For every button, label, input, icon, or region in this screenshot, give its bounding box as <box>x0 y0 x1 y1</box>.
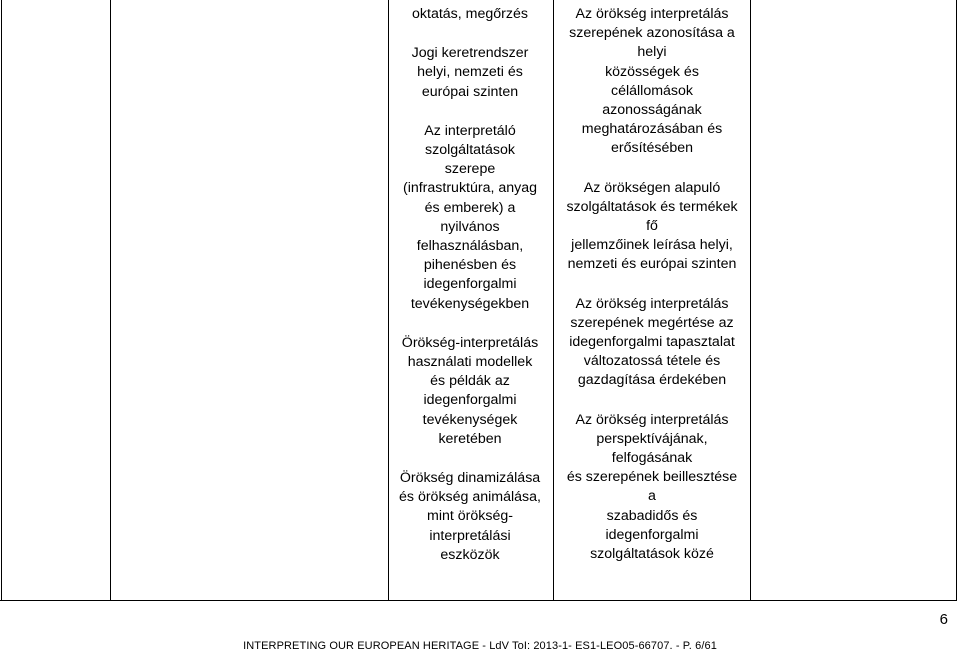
table-border-right <box>956 0 957 601</box>
outcomes-column <box>563 0 741 600</box>
page-footer: INTERPRETING OUR EUROPEAN HERITAGE - LdV ToI: 2013-1- ES1-LEO05-66707. - P. 6/61 <box>243 640 717 652</box>
column-divider-3 <box>553 0 554 601</box>
topics-column <box>393 0 547 600</box>
column-divider-1 <box>110 0 111 601</box>
outcome-item: Az örökségen alapuló szolgáltatások és termékek fő jellemzőinek leírása helyi, nemzeti és európai szinten <box>566 179 738 273</box>
outcome-item: Az örökség interpretálás perspektívájának, felfogásának és szerepének beillesztése a szabadidős és idegenforgalmi szolgáltatások közé <box>566 411 738 563</box>
page-number: 6 <box>939 611 948 628</box>
topic-item: oktatás, megőrzés <box>412 6 528 22</box>
outcome-item: Az örökség interpretálás szerepének megértése az idegenforgalmi tapasztalat változatossá tétele és gazdagítása érdekében <box>569 295 735 389</box>
topic-item: Az interpretáló szolgáltatások szerepe (infrastruktúra, anyag és emberek) a nyilvános felhasználásban, pihenésben és idegenforgalmi tevékenységekben <box>402 122 538 312</box>
table-border-bottom <box>0 600 956 601</box>
column-divider-4 <box>750 0 751 601</box>
topic-item: Örökség-interpretálás használati modellek és példák az idegenforgalmi tevékenységek keretében <box>401 334 539 447</box>
outcome-item: Az örökség interpretálás szerepének azonosítása a helyi közösségek és célállomások azonosságának meghatározásában és erősítésében <box>569 6 735 157</box>
topic-item: Örökség dinamizálása és örökség animálása, mint örökség- interpretálási eszközök <box>399 470 541 563</box>
topic-item: Jogi keretrendszer helyi, nemzeti és európai szinten <box>411 45 529 100</box>
column-divider-2 <box>388 0 389 601</box>
table-border-left <box>1 0 2 601</box>
